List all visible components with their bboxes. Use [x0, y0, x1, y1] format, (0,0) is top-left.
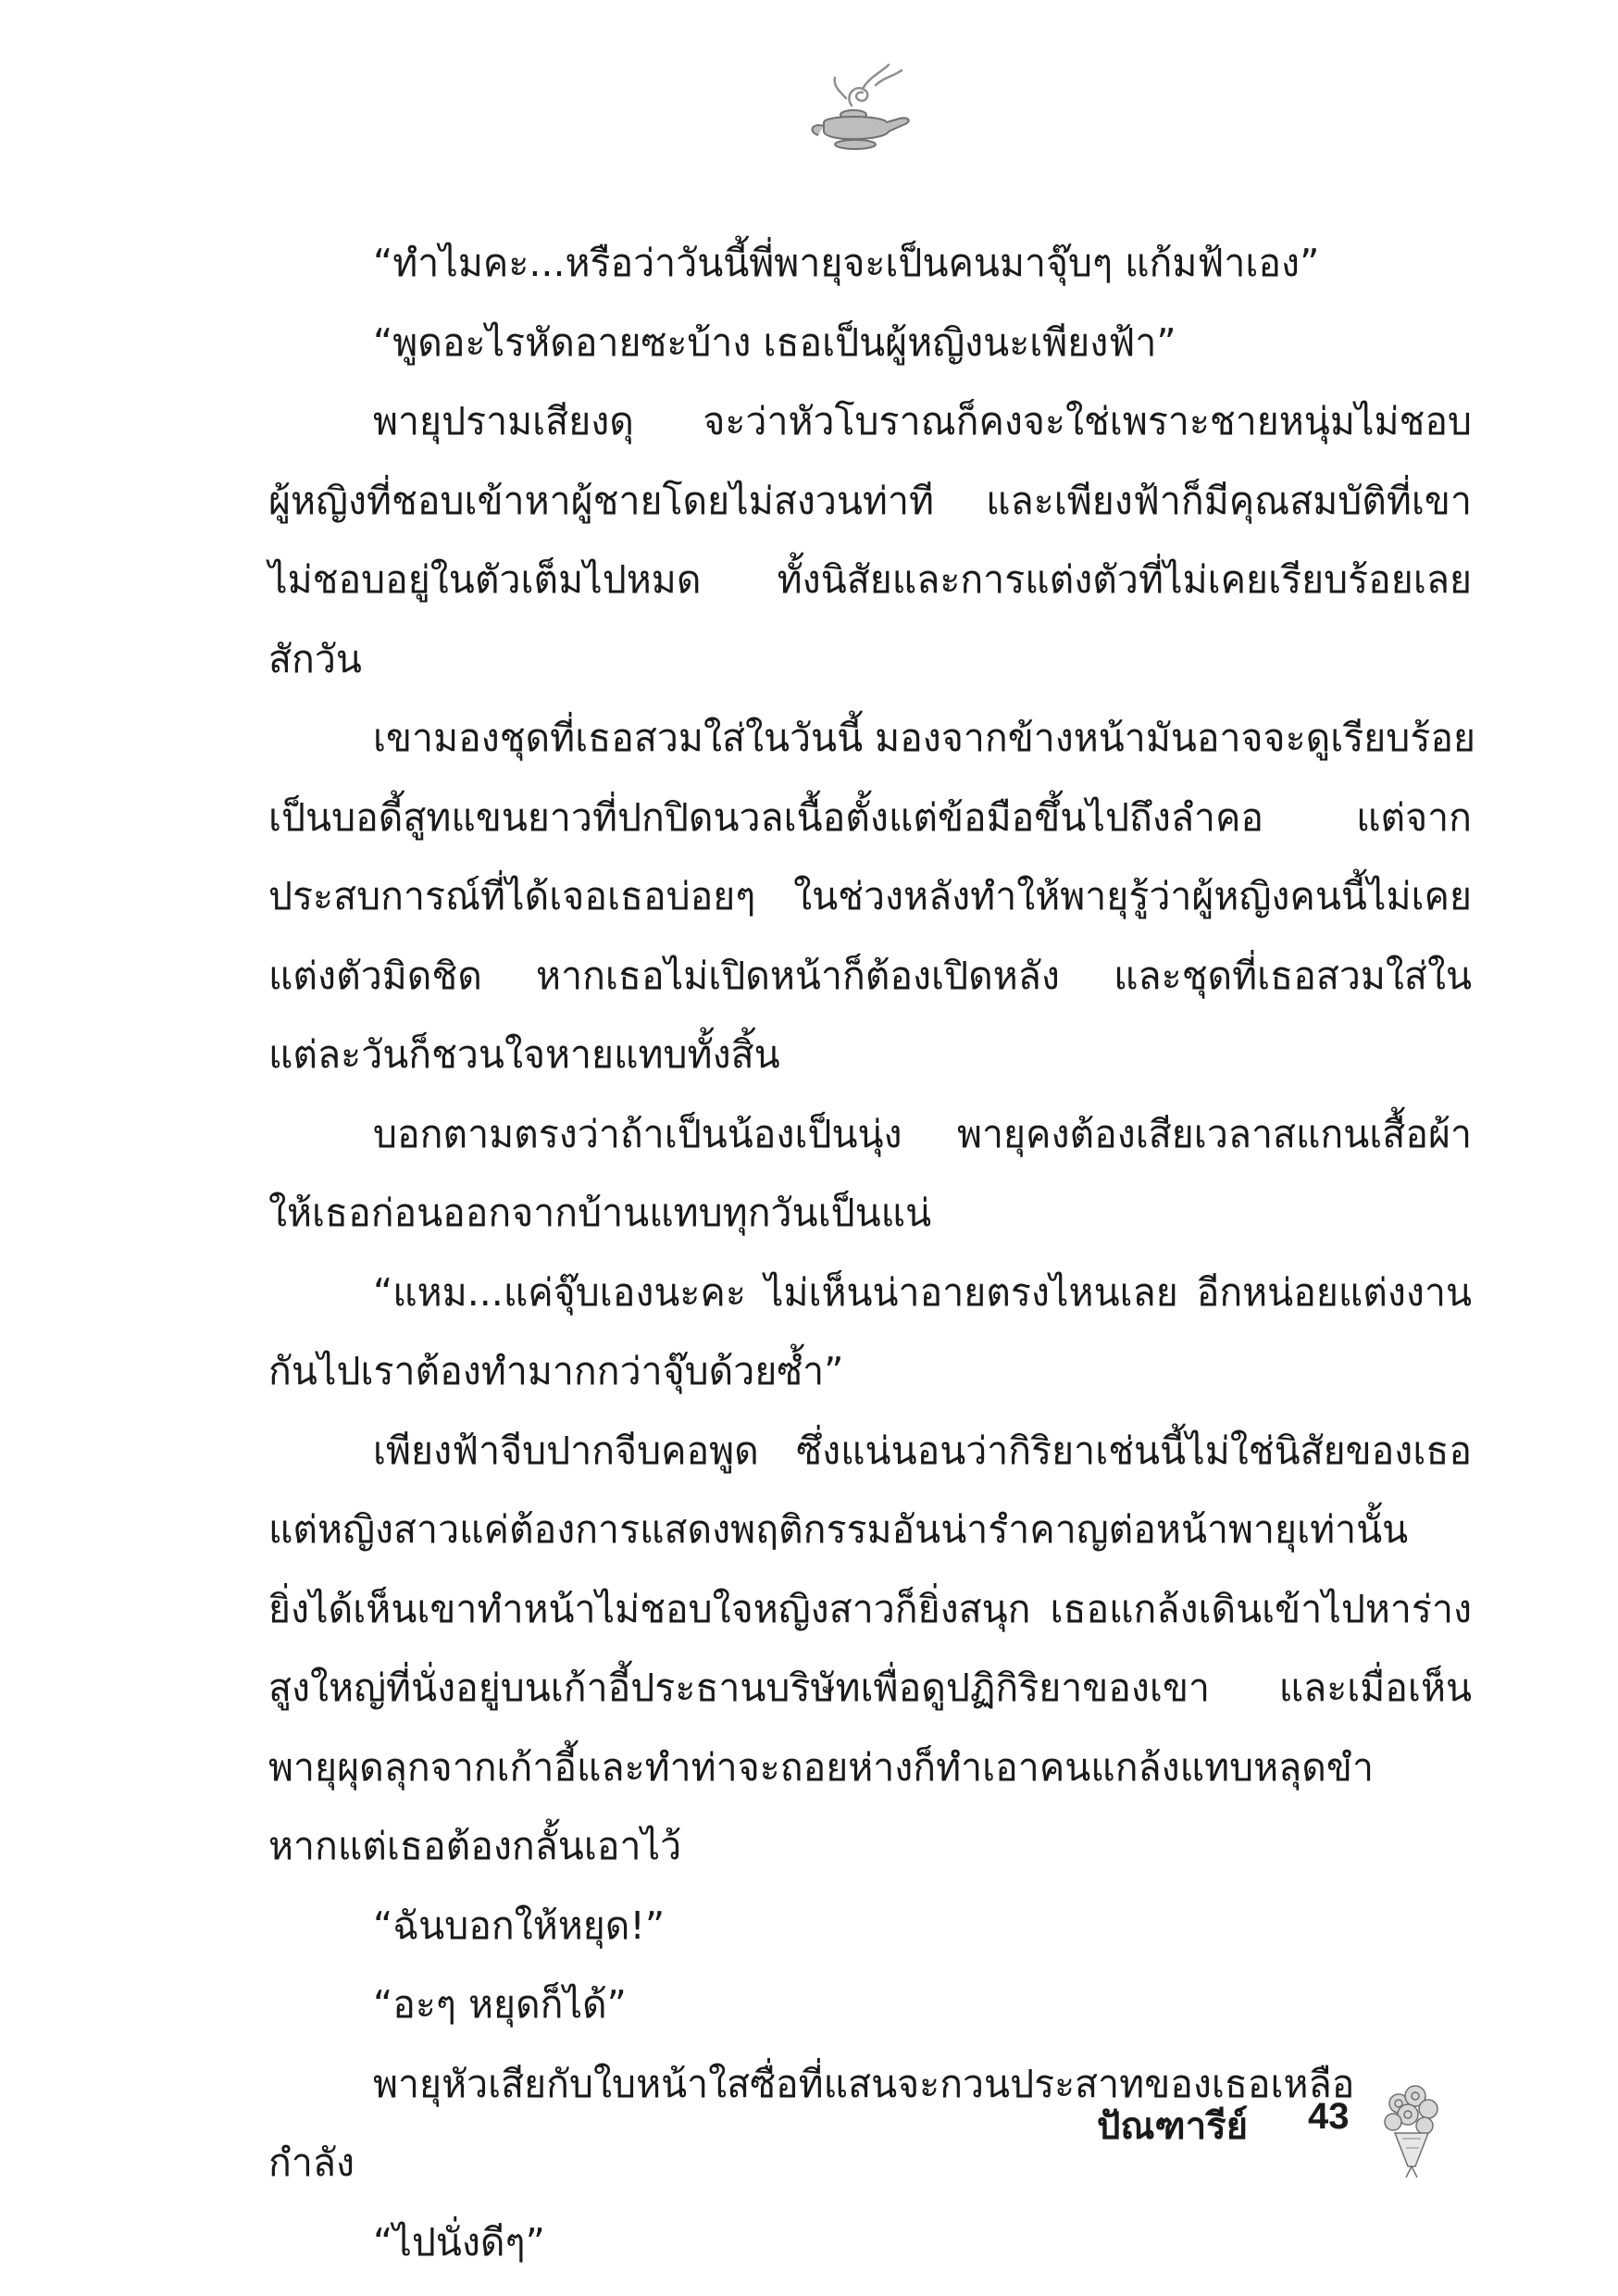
text-line: สูงใหญ่ที่นั่งอยู่บนเก้าอี้ประธานบริษัทเพื่อดูปฏิกิริยาของเขา และเมื่อเห็น: [268, 1666, 1472, 1710]
text-line: สักวัน: [268, 636, 362, 681]
text-line: พายุหัวเสียกับใบหน้าใสซื่อที่แสนจะกวนประสาทของเธอเหลือ: [373, 2061, 1355, 2106]
flower-bouquet-icon: [1378, 2083, 1445, 2179]
text-line: เป็นบอดี้สูทแขนยาวที่ปกปิดนวลเนื้อตั้งแต่ข้อมือขึ้นไปถึงลำคอ แต่จาก: [268, 794, 1472, 840]
text-line: “ทำไมคะ...หรือว่าวันนี้พี่พายุจะเป็นคนมาจุ๊บๆ แก้มฟ้าเอง”: [373, 241, 1320, 285]
text-line: เพียงฟ้าจีบปากจีบคอพูด ซึ่งแน่นอนว่ากิริยาเช่นนี้ไม่ใช่นิสัยของเธอ: [373, 1428, 1472, 1473]
text-line: “ไปนั่งดีๆ”: [373, 2219, 545, 2265]
text-line: “อะๆ หยุดก็ได้”: [373, 1982, 627, 2027]
text-line: ผู้หญิงที่ชอบเข้าหาผู้ชายโดยไม่สงวนท่าที และเพียงฟ้าก็มีคุณสมบัติที่เขา: [268, 478, 1472, 523]
page-number: 43: [1308, 2096, 1350, 2137]
text-line: ยิ่งได้เห็นเขาทำหน้าไม่ชอบใจหญิงสาวก็ยิ่งสนุก เธอแกล้งเดินเข้าไปหาร่าง: [268, 1586, 1472, 1631]
book-title: ปัณฑารีย์: [1097, 2105, 1249, 2148]
text-line: พายุปรามเสียงดุ จะว่าหัวโบราณก็คงจะใช่เพราะชายหนุ่มไม่ชอบ: [373, 399, 1472, 443]
page-footer: [1097, 2083, 1486, 2157]
text-line: แต่งตัวมิดชิด หากเธอไม่เปิดหน้าก็ต้องเปิดหลัง และชุดที่เธอสวมใส่ใน: [268, 953, 1472, 998]
text-line: “แหม...แค่จุ๊บเองนะคะ ไม่เห็นน่าอายตรงไหนเลย อีกหน่อยแต่งงาน: [373, 1269, 1472, 1315]
text-line: หากแต่เธอต้องกลั้นเอาไว้: [268, 1824, 682, 1868]
text-line: “ฉันบอกให้หยุด!”: [373, 1903, 666, 1948]
text-line: บอกตามตรงว่าถ้าเป็นน้องเป็นนุ่ง พายุคงต้องเสียเวลาสแกนเสื้อผ้า: [373, 1111, 1472, 1156]
text-line: ไม่ชอบอยู่ในตัวเต็มไปหมด ทั้งนิสัยและการแต่งตัวที่ไม่เคยเรียบร้อยเลย: [268, 557, 1472, 602]
page-body: [268, 224, 1475, 2282]
text-line: “พูดอะไรหัดอายซะบ้าง เธอเป็นผู้หญิงนะเพียงฟ้า”: [373, 319, 1176, 365]
magic-lamp-icon: [798, 57, 918, 159]
text-line: ให้เธอก่อนออกจากบ้านแทบทุกวันเป็นแน่: [268, 1191, 932, 1235]
text-line: ประสบการณ์ที่ได้เจอเธอบ่อยๆ ในช่วงหลังทำให้พายุรู้ว่าผู้หญิงคนนี้ไม่เคย: [268, 874, 1472, 918]
text-line: กันไปเราต้องทำมากกว่าจุ๊บด้วยซ้ำ”: [268, 1349, 844, 1393]
text-line: แต่หญิงสาวแค่ต้องการแสดงพฤติกรรมอันน่ารำคาญต่อหน้าพายุเท่านั้น: [268, 1507, 1409, 1552]
text-line: กำลัง: [268, 2140, 355, 2185]
text-line: พายุผุดลุกจากเก้าอี้และทำท่าจะถอยห่างก็ทำเอาคนแกล้งแทบหลุดขำ: [268, 1744, 1374, 1790]
text-line: แต่ละวันก็ชวนใจหายแทบทั้งสิ้น: [268, 1032, 780, 1077]
text-line: เขามองชุดที่เธอสวมใส่ในวันนี้ มองจากข้างหน้ามันอาจจะดูเรียบร้อย: [373, 716, 1475, 760]
